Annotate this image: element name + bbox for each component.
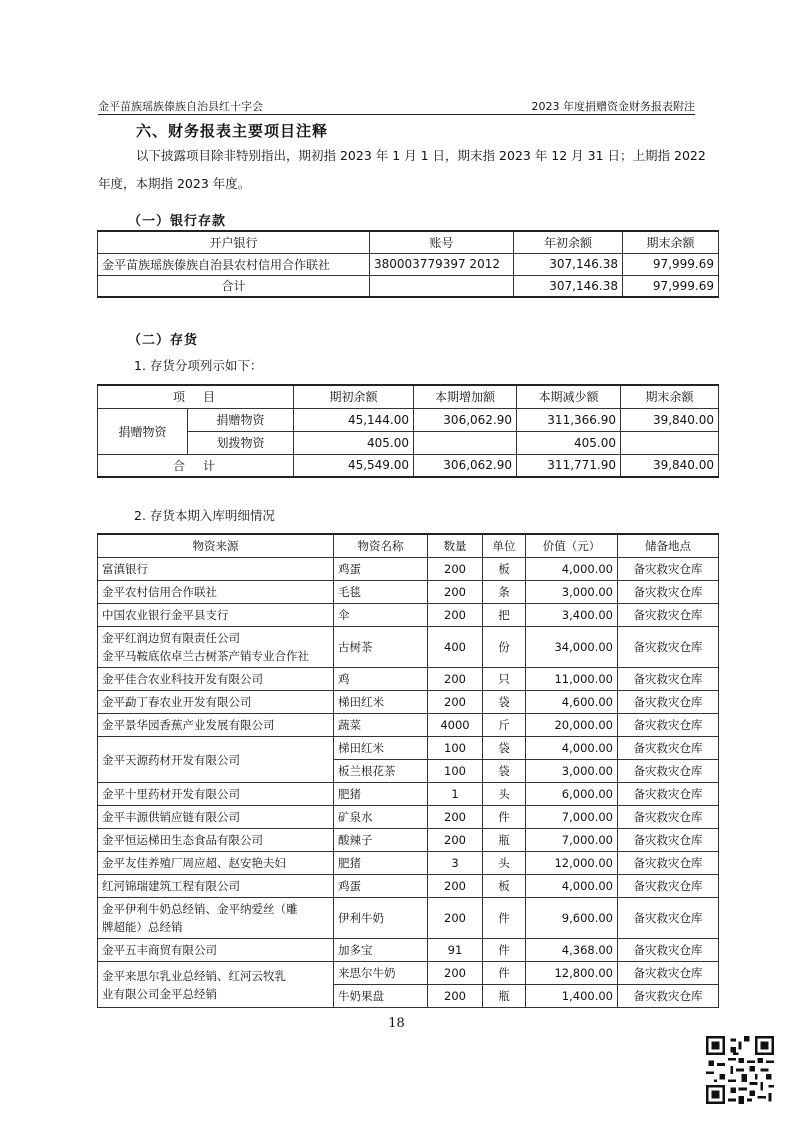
cell-loc: 备灾救灾仓库 (618, 627, 719, 668)
source-line: 金平丰源供销应链有限公司 (102, 810, 240, 824)
cell-qty: 200 (428, 985, 483, 1008)
col-opening: 期初余额 (294, 385, 414, 408)
cell-qty: 200 (428, 691, 483, 714)
source-cell (98, 627, 334, 668)
cell-unit: 袋 (483, 737, 526, 760)
cell-loc: 备灾救灾仓库 (618, 806, 719, 829)
cell-name: 酸辣子 (334, 829, 428, 852)
section-title: 六、财务报表主要项目注释 (136, 122, 329, 140)
cell-name: 鸡蛋 (334, 558, 428, 581)
source-cell (98, 939, 334, 962)
cell-unit: 只 (483, 668, 526, 691)
col-bank: 开户银行 (98, 231, 370, 253)
table-row (98, 604, 719, 627)
cell-unit: 袋 (483, 691, 526, 714)
cell-qty: 200 (428, 581, 483, 604)
cell-name: 板兰根花茶 (334, 760, 428, 783)
cell-loc: 备灾救灾仓库 (618, 852, 719, 875)
cell-qty: 1 (428, 783, 483, 806)
source-line: 金平农村信用合作联社 (102, 585, 217, 599)
table-row (98, 691, 719, 714)
cell-value: 7,000.00 (526, 829, 618, 852)
col-source: 物资来源 (98, 534, 334, 558)
cell-unit: 件 (483, 962, 526, 985)
cell-loc: 备灾救灾仓库 (618, 714, 719, 737)
source-cell (98, 604, 334, 627)
cell-name: 加多宝 (334, 939, 428, 962)
cell-qty: 3 (428, 852, 483, 875)
inventory-heading: （二）存货 (128, 333, 199, 348)
source-line: 金平天源药材开发有限公司 (102, 752, 240, 767)
cell-loc: 备灾救灾仓库 (618, 985, 719, 1008)
inventory-sub2: 2. 存货本期入库明细情况 (134, 508, 275, 523)
cell-name: 梯田红米 (334, 737, 428, 760)
source-line: 红河锦瑞建筑工程有限公司 (102, 879, 240, 893)
cell-unit: 板 (483, 558, 526, 581)
bank-heading: （一）银行存款 (128, 214, 227, 229)
table-row: 金平苗族瑶族傣族自治县农村信用合作联社 380003779397 2012 307,146.38 97,999.69 (98, 253, 719, 275)
source-line: 金平佳合农业科技开发有限公司 (102, 672, 263, 686)
total-row: 合计 307,146.38 97,999.69 (98, 275, 719, 297)
source-line: 金平恒运梯田生态食品有限公司 (102, 833, 263, 847)
cell-qty: 4000 (428, 714, 483, 737)
source-line-2: 牌超能）总经销 (102, 920, 183, 934)
cell-qty: 200 (428, 806, 483, 829)
source-cell (98, 668, 334, 691)
source-cell (98, 581, 334, 604)
source-cell (98, 714, 334, 737)
cell-name: 肥猪 (334, 852, 428, 875)
cell-loc: 备灾救灾仓库 (618, 760, 719, 783)
source-line: 金平景华园香蕉产业发展有限公司 (102, 718, 275, 732)
cell-loc: 备灾救灾仓库 (618, 962, 719, 985)
cell-value: 4,000.00 (526, 875, 618, 898)
table-row (98, 898, 719, 939)
table-row: 捐赠物资 捐赠物资 45,144.00 306,062.90 311,366.90 39,840.00 (98, 408, 719, 431)
cell-loc: 备灾救灾仓库 (618, 829, 719, 852)
cell-loc: 备灾救灾仓库 (618, 783, 719, 806)
cell-qty: 200 (428, 898, 483, 939)
cell-value: 1,400.00 (526, 985, 618, 1008)
cell-loc: 备灾救灾仓库 (618, 691, 719, 714)
col-name: 物资名称 (334, 534, 428, 558)
cell-unit: 件 (483, 806, 526, 829)
source-line: 金平来思尔乳业总经销、红河云牧乳 (102, 968, 286, 983)
cell-qty: 200 (428, 962, 483, 985)
source-cell (98, 875, 334, 898)
source-cell (98, 783, 334, 806)
cell-loc: 备灾救灾仓库 (618, 668, 719, 691)
cell-name: 蔬菜 (334, 714, 428, 737)
cell-qty: 200 (428, 668, 483, 691)
cell-name: 梯田红米 (334, 691, 428, 714)
cell-loc: 备灾救灾仓库 (618, 558, 719, 581)
cell-value: 7,000.00 (526, 806, 618, 829)
source-cell (98, 806, 334, 829)
table-row (98, 558, 719, 581)
table-row: 划拨物资 405.00 405.00 (98, 431, 719, 454)
cell-name: 伊利牛奶 (334, 898, 428, 939)
cell-qty: 200 (428, 875, 483, 898)
cell-name: 牛奶果盘 (334, 985, 428, 1008)
source-line: 金平十里药材开发有限公司 (102, 787, 240, 801)
source-line: 金平友佳养殖厂周应超、赵安艳夫妇 (102, 856, 286, 870)
cell-loc: 备灾救灾仓库 (618, 898, 719, 939)
cell-unit: 头 (483, 852, 526, 875)
col-location: 储备地点 (618, 534, 719, 558)
source-line: 金平勐丁春农业开发有限公司 (102, 695, 252, 709)
cell-value: 4,368.00 (526, 939, 618, 962)
header-org: 金平苗族瑶族傣族自治县红十字会 (98, 100, 263, 113)
source-cell (98, 852, 334, 875)
source-line-2: 金平马鞍底依卓兰古树茶产销专业合作社 (102, 649, 309, 663)
cell-name: 鸡蛋 (334, 875, 428, 898)
table-row (98, 627, 719, 668)
col-closing: 期末余额 (621, 385, 719, 408)
total-row: 合 计 45,549.00 306,062.90 311,771.90 39,840.00 (98, 454, 719, 477)
cell-value: 6,000.00 (526, 783, 618, 806)
cell-value: 4,000.00 (526, 558, 618, 581)
cell-qty: 91 (428, 939, 483, 962)
table-row (98, 962, 719, 985)
cell-unit: 件 (483, 939, 526, 962)
cell-value: 11,000.00 (526, 668, 618, 691)
cell-unit: 袋 (483, 760, 526, 783)
source-cell (98, 829, 334, 852)
inventory-table (97, 384, 719, 478)
col-value: 价值（元） (526, 534, 618, 558)
cell-value: 4,600.00 (526, 691, 618, 714)
table-row (98, 829, 719, 852)
cell-value: 3,000.00 (526, 760, 618, 783)
source-line: 中国农业银行金平县支行 (102, 608, 229, 622)
cell-value: 3,400.00 (526, 604, 618, 627)
cell-name: 伞 (334, 604, 428, 627)
source-line: 金平红润边贸有限责任公司 (102, 631, 240, 645)
cell-loc: 备灾救灾仓库 (618, 875, 719, 898)
cell-name: 古树茶 (334, 627, 428, 668)
source-line: 金平五丰商贸有限公司 (102, 943, 217, 957)
cell-name: 矿泉水 (334, 806, 428, 829)
inventory-detail-table (97, 533, 719, 1008)
qr-code-icon (706, 1036, 774, 1104)
table-row (98, 806, 719, 829)
source-line: 富滇银行 (102, 562, 148, 576)
cell-name: 毛毯 (334, 581, 428, 604)
source-cell (98, 691, 334, 714)
col-unit: 单位 (483, 534, 526, 558)
col-opening: 年初余额 (514, 231, 623, 253)
cell-name: 来思尔牛奶 (334, 962, 428, 985)
cell-qty: 100 (428, 737, 483, 760)
cell-unit: 斤 (483, 714, 526, 737)
bank-deposit-table (97, 230, 719, 298)
cell-qty: 400 (428, 627, 483, 668)
intro-paragraph: 以下披露项目除非特别指出，期初指 2023 年 1 月 1 日，期末指 2023 年 12 月 31 日；上期指 2022 年度，本期指 2023 年度。 (98, 148, 706, 191)
col-account: 账号 (370, 231, 514, 253)
cell-unit: 板 (483, 875, 526, 898)
cell-unit: 瓶 (483, 829, 526, 852)
cell-unit: 把 (483, 604, 526, 627)
cell-unit: 条 (483, 581, 526, 604)
col-increase: 本期增加额 (414, 385, 517, 408)
cell-loc: 备灾救灾仓库 (618, 737, 719, 760)
group-label: 捐赠物资 (98, 408, 188, 454)
source-line: 金平伊利牛奶总经销、金平纳爱丝（雕 (102, 902, 298, 916)
col-item: 项 目 (98, 385, 294, 408)
cell-unit: 瓶 (483, 985, 526, 1008)
cell-value: 20,000.00 (526, 714, 618, 737)
table-row (98, 668, 719, 691)
cell-value: 3,000.00 (526, 581, 618, 604)
cell-qty: 200 (428, 558, 483, 581)
cell-value: 12,000.00 (526, 852, 618, 875)
page-number: 18 (388, 1016, 405, 1031)
cell-loc: 备灾救灾仓库 (618, 939, 719, 962)
cell-unit: 件 (483, 898, 526, 939)
cell-value: 34,000.00 (526, 627, 618, 668)
source-cell (98, 737, 334, 783)
cell-qty: 200 (428, 604, 483, 627)
cell-qty: 100 (428, 760, 483, 783)
cell-loc: 备灾救灾仓库 (618, 581, 719, 604)
col-decrease: 本期减少额 (517, 385, 621, 408)
table-row (98, 783, 719, 806)
source-cell (98, 962, 334, 1008)
table-row (98, 737, 719, 760)
col-qty: 数量 (428, 534, 483, 558)
cell-name: 鸡 (334, 668, 428, 691)
cell-value: 9,600.00 (526, 898, 618, 939)
cell-unit: 头 (483, 783, 526, 806)
table-row (98, 875, 719, 898)
cell-loc: 备灾救灾仓库 (618, 604, 719, 627)
cell-value: 4,000.00 (526, 737, 618, 760)
inventory-sub1: 1. 存货分项列示如下： (134, 358, 263, 373)
col-closing: 期末余额 (623, 231, 719, 253)
source-cell (98, 898, 334, 939)
cell-unit: 份 (483, 627, 526, 668)
cell-qty: 200 (428, 829, 483, 852)
cell-value: 12,800.00 (526, 962, 618, 985)
source-cell (98, 558, 334, 581)
table-row (98, 714, 719, 737)
page-header (98, 98, 695, 115)
table-row (98, 939, 719, 962)
table-row (98, 581, 719, 604)
cell-name: 肥猪 (334, 783, 428, 806)
header-report-title: 2023 年度捐赠资金财务报表附注 (531, 100, 695, 113)
source-line-2: 业有限公司金平总经销 (102, 986, 217, 1001)
table-row (98, 852, 719, 875)
